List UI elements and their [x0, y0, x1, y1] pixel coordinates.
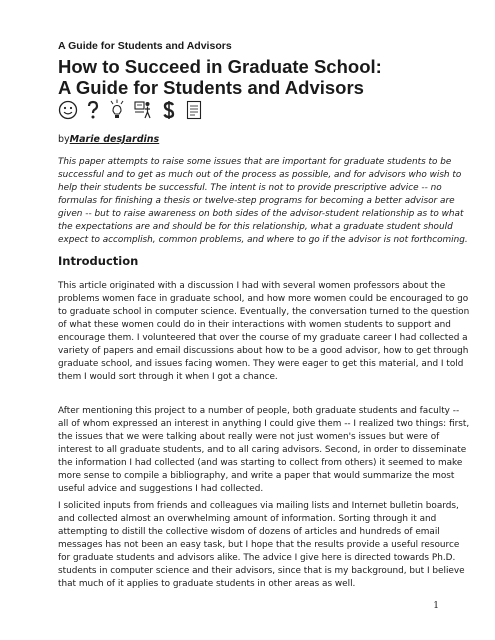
lightbulb-icon	[108, 99, 126, 121]
body-paragraph: I solicited inputs from friends and colleagues via mailing lists and Internet bulletin boards, and collected almost an overwhelming amount of information. Sorting through it and attempting to distill the collective wisdom of dozens of articles and hundreds of email messages has not been an easy task, but I hope that the results provide a useful resource for graduate students and advisors alike. The advice I give here is directed towards Ph.D. students in computer science and their advisors, since that is my background, but I believe that much of it applies to graduate students in other areas as well.	[58, 501, 465, 589]
byline	[58, 134, 159, 145]
page-number: 1	[433, 601, 439, 611]
icon-row	[58, 99, 202, 121]
title-line-1: How to Succeed in Graduate School:	[58, 56, 382, 77]
smiley-face-icon	[58, 100, 78, 120]
running-head: A Guide for Students and Advisors	[58, 40, 232, 52]
author-link[interactable]: Marie desJardins	[69, 134, 160, 145]
abstract: This paper attempts to raise some issues that are important for graduate students to be successful and to get as much out of the process as possible, and for advisors who wish to help their students be successful. The intent is not to provide prescriptive advice -- no formulas for finishing a thesis or twelve-step programs for becoming a better advisor are given -- but to raise awareness on both sides of the advisor-student relationship as to what the expectations are and should be for this relationship, what a graduate student should expect to accomplish, common problems, and where to go if the advisor is not forthcoming.	[58, 157, 468, 245]
page-title	[58, 56, 382, 98]
byline-prefix: by	[58, 134, 70, 145]
dollar-sign-icon	[160, 100, 178, 120]
section-heading: Introduction	[58, 254, 139, 268]
body-paragraph: After mentioning this project to a number of people, both graduate students and faculty -- all of whom expressed an interest in anything I could give them -- I realized two things: first, the issues that we were talking about really were not just women's issues but were of interest to all graduate students, and to all caring advisors. Second, in order to disseminate the information I had collected (and was starting to collect from others) it seemed to make more sense to compile a bibliography, and write a paper that would summarize the most useful advice and suggestions I had collected.	[58, 406, 470, 494]
document-icon	[186, 100, 202, 120]
title-line-2: A Guide for Students and Advisors	[58, 77, 364, 98]
body-paragraph: This article originated with a discussion I had with several women professors about the problems women face in graduate school, and how more women could be encouraged to go to graduate school in computer science. Eventually, the conversation turned to the question of what these women could do in their interactions with women students to support and encourage them. I volunteered that over the course of my graduate career I had collected a variety of papers and email discussions about how to be a good advisor, how to get through graduate school, and issues facing women. They were eager to get this material, and I told them I would sort through it when I got a chance.	[58, 281, 470, 382]
question-mark-icon	[86, 100, 100, 120]
person-at-computer-icon	[134, 100, 152, 120]
